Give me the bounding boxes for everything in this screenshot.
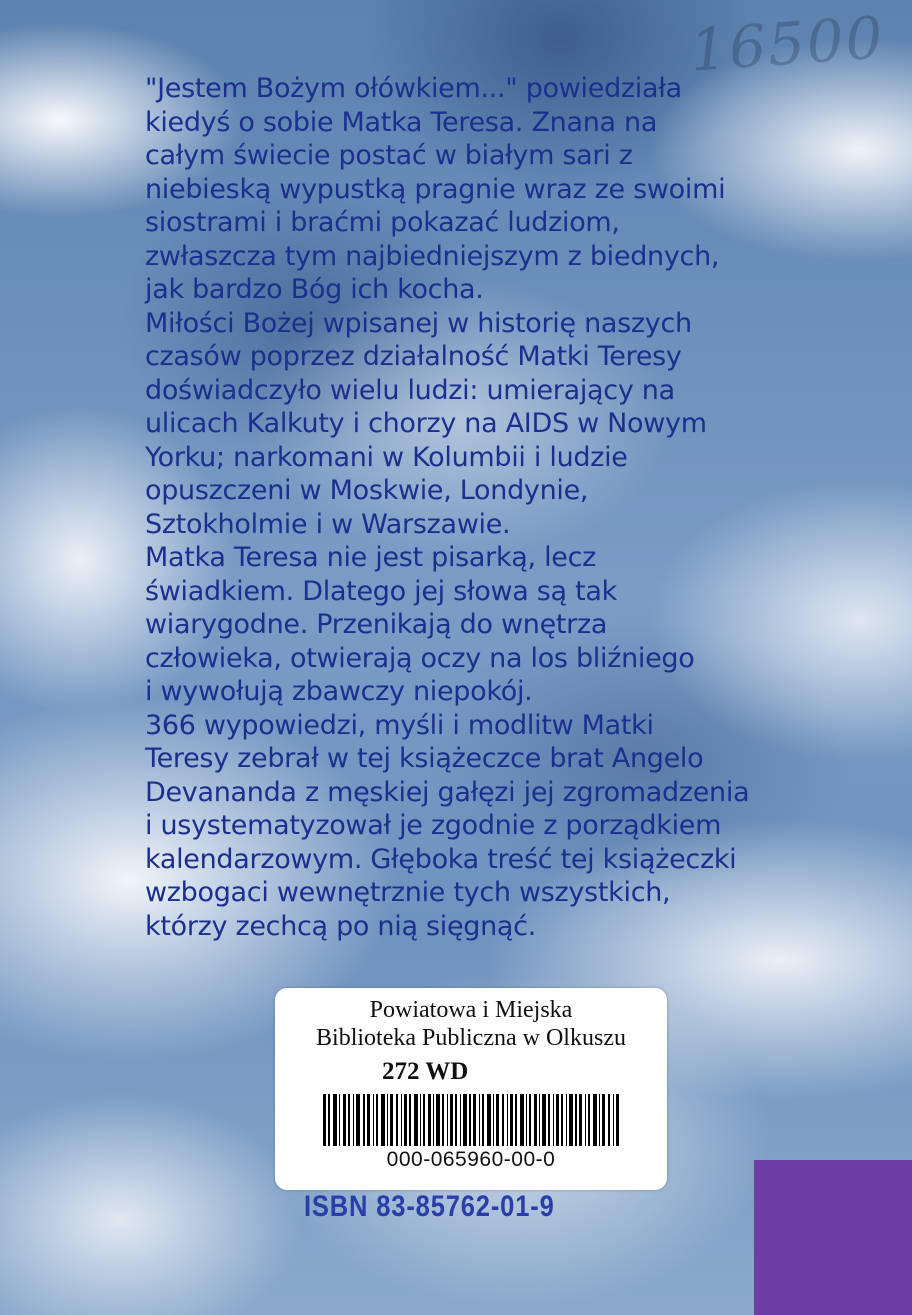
isbn: ISBN 83-85762-01-9 — [304, 1190, 555, 1223]
blurb-line: niebieską wypustką pragnie wraz ze swoimi — [145, 173, 726, 205]
library-label — [275, 988, 667, 1190]
blurb-line: Teresy zebrał w tej książeczce brat Angelo — [145, 743, 704, 774]
blurb-line: Miłości Bożej wpisanej w historię naszych — [145, 307, 692, 339]
blurb-line: jak bardzo Bóg ich kocha. — [145, 274, 484, 305]
blurb-line: "Jestem Bożym ołówkiem..." powiedziała — [145, 73, 682, 104]
blurb-line: Devananda z męskiej gałęzi jej zgromadzenia — [145, 776, 750, 808]
blurb-line: czasów poprzez działalność Matki Teresy — [145, 341, 682, 372]
blurb-line: opuszczeni w Moskwie, Londynie, — [145, 475, 589, 506]
shelf-mark: 272 WD — [382, 1058, 469, 1085]
blurb-line: i wywołują zbawczy niepokój. — [145, 676, 533, 707]
blurb-line: zwłaszcza tym najbiedniejszym z biednych, — [145, 240, 720, 272]
blurb-line: doświadczyło wielu ludzi: umierający na — [145, 374, 675, 406]
blurb-line: 366 wypowiedzi, myśli i modlitw Matki — [145, 709, 654, 741]
blurb-line: świadkiem. Dlatego jej słowa są tak — [145, 575, 617, 607]
blurb-line: wiarygodne. Przenikają do wnętrza — [145, 609, 608, 640]
blurb-line: Sztokholmie i w Warszawie. — [145, 508, 511, 540]
barcode — [323, 1094, 619, 1146]
blurb-line: Matka Teresa nie jest pisarką, lecz — [145, 542, 597, 573]
purple-color-strip — [754, 1160, 912, 1315]
blurb-line: ulicach Kalkuty i chorzy na AIDS w Nowym — [145, 408, 707, 439]
handwritten-inventory-number: 16500 — [687, 3, 887, 85]
library-name-line-1: Powiatowa i Miejska — [369, 997, 573, 1023]
blurb-line: siostrami i braćmi pokazać ludziom, — [145, 207, 620, 238]
blurb-line: i usystematyzował je zgodnie z porządkiem — [145, 810, 722, 841]
blurb-line: człowieka, otwierają oczy na los bliźniego — [145, 642, 695, 674]
blurb-line: wzbogaci wewnętrznie tych wszystkich, — [145, 877, 671, 908]
library-name-line-2: Biblioteka Publiczna w Olkuszu — [316, 1025, 626, 1051]
blurb-line: kalendarzowym. Głęboka treść tej książeczki — [145, 843, 737, 875]
blurb-line: którzy zechcą po nią sięgnąć. — [145, 910, 536, 942]
barcode-number: 000-065960-00-0 — [386, 1148, 556, 1171]
cover-blurb — [145, 72, 835, 943]
blurb-line: całym świecie postać w białym sari z — [145, 140, 633, 171]
blurb-line: kiedyś o sobie Matka Teresa. Znana na — [145, 106, 658, 138]
blurb-line: Yorku; narkomani w Kolumbii i ludzie — [145, 441, 628, 473]
